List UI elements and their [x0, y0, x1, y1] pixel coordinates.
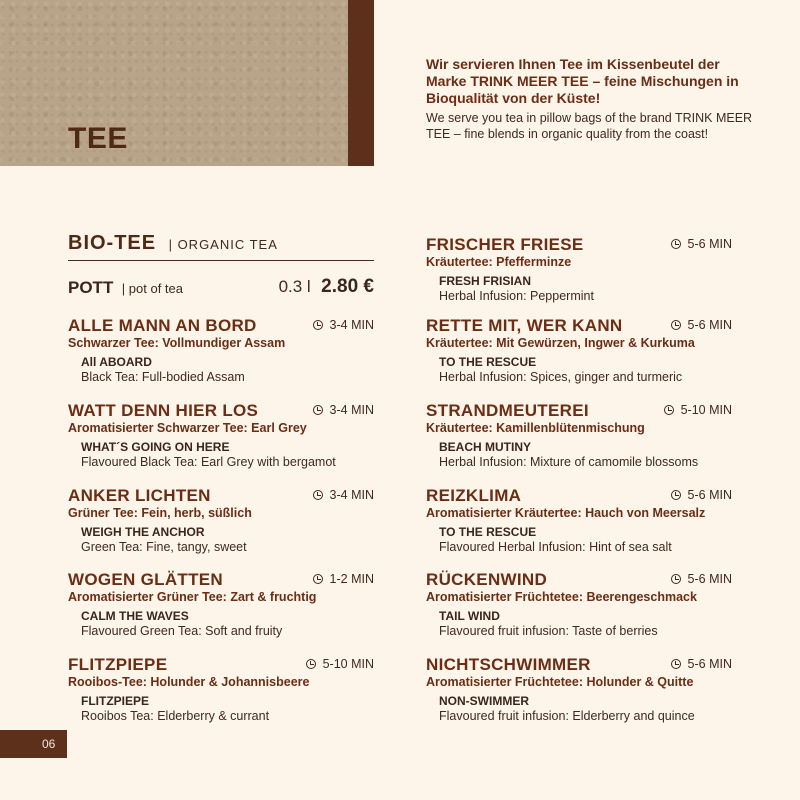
tea-description-german: Rooibos-Tee: Holunder & Johannisbeere: [68, 675, 310, 689]
brew-time: [671, 237, 732, 251]
tea-name-english: WHAT´S GOING ON HERE: [81, 440, 230, 454]
tea-item: [426, 486, 732, 555]
brew-time: [671, 572, 732, 586]
tea-description-english: Flavoured fruit infusion: Elderberry and quince: [439, 709, 695, 723]
tea-description-german: Aromatisierter Früchtetee: Beerengeschmack: [426, 590, 697, 604]
tea-name: NICHTSCHWIMMER: [426, 655, 591, 674]
brew-time: [313, 572, 374, 586]
tea-description-english: Flavoured Herbal Infusion: Hint of sea salt: [439, 540, 672, 554]
tea-description-english: Herbal Infusion: Peppermint: [439, 289, 594, 303]
brew-time: [313, 488, 374, 502]
tea-name-english: TO THE RESCUE: [439, 525, 537, 539]
tea-name: RETTE MIT, WER KANN: [426, 316, 623, 335]
tea-description-german: Aromatisierter Grüner Tee: Zart & fruchtig: [68, 590, 317, 604]
section-title: BIO-TEE: [68, 232, 157, 254]
clock-icon: [671, 659, 681, 669]
tea-description-english: Flavoured fruit infusion: Taste of berries: [439, 624, 658, 638]
tea-description-english: Herbal Infusion: Mixture of camomile blossoms: [439, 455, 699, 469]
page-number-badge: [0, 730, 67, 758]
tea-description-german: Schwarzer Tee: Vollmundiger Assam: [68, 336, 286, 350]
clock-icon: [671, 574, 681, 584]
brew-time-label: 5-6 MIN: [687, 657, 732, 671]
tea-item: [426, 570, 732, 639]
pott-price-row: [68, 278, 374, 302]
brew-time-label: 5-6 MIN: [687, 237, 732, 251]
section-subtitle: | ORGANIC TEA: [168, 237, 278, 252]
tea-name: FLITZPIEPE: [68, 655, 168, 674]
tea-name: WATT DENN HIER LOS: [68, 401, 259, 420]
brew-time-label: 5-10 MIN: [680, 403, 732, 417]
tea-description-german: Aromatisierter Früchtetee: Holunder & Quitte: [426, 675, 694, 689]
tea-name: REIZKLIMA: [426, 486, 522, 505]
brew-time-label: 5-6 MIN: [687, 488, 732, 502]
pott-price: 2.80 €: [321, 276, 374, 297]
clock-icon: [671, 490, 681, 500]
brew-time-label: 1-2 MIN: [329, 572, 374, 586]
tea-description-english: Green Tea: Fine, tangy, sweet: [81, 540, 247, 554]
clock-icon: [306, 659, 316, 669]
pott-title: POTT: [68, 278, 114, 297]
tea-description-english: Herbal Infusion: Spices, ginger and turmeric: [439, 370, 683, 384]
tea-item: [426, 401, 732, 470]
tea-description-german: Aromatisierter Schwarzer Tee: Earl Grey: [68, 421, 307, 435]
page-title: TEE: [68, 122, 128, 155]
tea-description-german: Grüner Tee: Fein, herb, süßlich: [68, 506, 252, 520]
section-header: [68, 232, 374, 261]
pott-subtitle: | pot of tea: [121, 281, 183, 296]
tea-name-english: NON-SWIMMER: [439, 694, 529, 708]
page-number: 06: [42, 737, 56, 751]
tea-description-english: Rooibos Tea: Elderberry & currant: [81, 709, 270, 723]
tea-item: [68, 655, 374, 724]
tea-name: ALLE MANN AN BORD: [68, 316, 257, 335]
accent-stripe: [348, 0, 374, 166]
tea-item: [426, 655, 732, 724]
tea-item: [68, 316, 374, 385]
tea-name-english: FRESH FRISIAN: [439, 274, 532, 288]
tea-name: ANKER LICHTEN: [68, 486, 211, 505]
tea-item: [426, 316, 732, 385]
clock-icon: [313, 320, 323, 330]
brew-time: [671, 318, 732, 332]
tea-description-english: Flavoured Green Tea: Soft and fruity: [81, 624, 283, 638]
intro-german: Wir servieren Ihnen Tee im Kissenbeutel der Marke TRINK MEER TEE – feine Mischungen in Bioqualität von der Küste!: [426, 56, 739, 106]
tea-item: [68, 401, 374, 470]
tea-description-german: Kräutertee: Mit Gewürzen, Ingwer & Kurkuma: [426, 336, 695, 350]
intro-english: We serve you tea in pillow bags of the brand TRINK MEER TEE – fine blends in organic quality from the coast!: [426, 111, 753, 141]
tea-name-english: TO THE RESCUE: [439, 355, 537, 369]
clock-icon: [671, 320, 681, 330]
tea-description-english: Flavoured Black Tea: Earl Grey with bergamot: [81, 455, 336, 469]
kraft-paper-panel: [0, 0, 348, 166]
tea-name-english: All ABOARD: [81, 355, 152, 369]
tea-item: [68, 486, 374, 555]
clock-icon: [313, 405, 323, 415]
tea-name: WOGEN GLÄTTEN: [68, 570, 223, 589]
tea-description-german: Kräutertee: Kamillenblütenmischung: [426, 421, 645, 435]
brew-time: [313, 318, 374, 332]
brew-time: [664, 403, 732, 417]
tea-name-english: CALM THE WAVES: [81, 609, 189, 623]
tea-name-english: TAIL WIND: [439, 609, 500, 623]
tea-description-german: Kräutertee: Pfefferminze: [426, 255, 572, 269]
tea-name-english: WEIGH THE ANCHOR: [81, 525, 205, 539]
brew-time-label: 5-10 MIN: [322, 657, 374, 671]
pott-volume: 0.3 l: [278, 277, 311, 296]
tea-name-english: FLITZPIEPE: [81, 694, 150, 708]
tea-name: RÜCKENWIND: [426, 570, 548, 589]
brew-time: [671, 488, 732, 502]
tea-name-english: BEACH MUTINY: [439, 440, 531, 454]
brew-time-label: 3-4 MIN: [329, 488, 374, 502]
tea-item: [426, 235, 732, 304]
brew-time-label: 5-6 MIN: [687, 318, 732, 332]
brew-time: [306, 657, 374, 671]
clock-icon: [671, 239, 681, 249]
clock-icon: [313, 574, 323, 584]
clock-icon: [313, 490, 323, 500]
brew-time-label: 3-4 MIN: [329, 403, 374, 417]
brew-time: [313, 403, 374, 417]
brew-time: [671, 657, 732, 671]
pott-price-group: [279, 276, 374, 298]
tea-item: [68, 570, 374, 639]
tea-name: STRANDMEUTEREI: [426, 401, 589, 420]
clock-icon: [664, 405, 674, 415]
brew-time-label: 3-4 MIN: [329, 318, 374, 332]
tea-description-english: Black Tea: Full-bodied Assam: [81, 370, 245, 384]
intro-block: [426, 56, 756, 142]
tea-name: FRISCHER FRIESE: [426, 235, 584, 254]
brew-time-label: 5-6 MIN: [687, 572, 732, 586]
tea-description-german: Aromatisierter Kräutertee: Hauch von Meersalz: [426, 506, 706, 520]
